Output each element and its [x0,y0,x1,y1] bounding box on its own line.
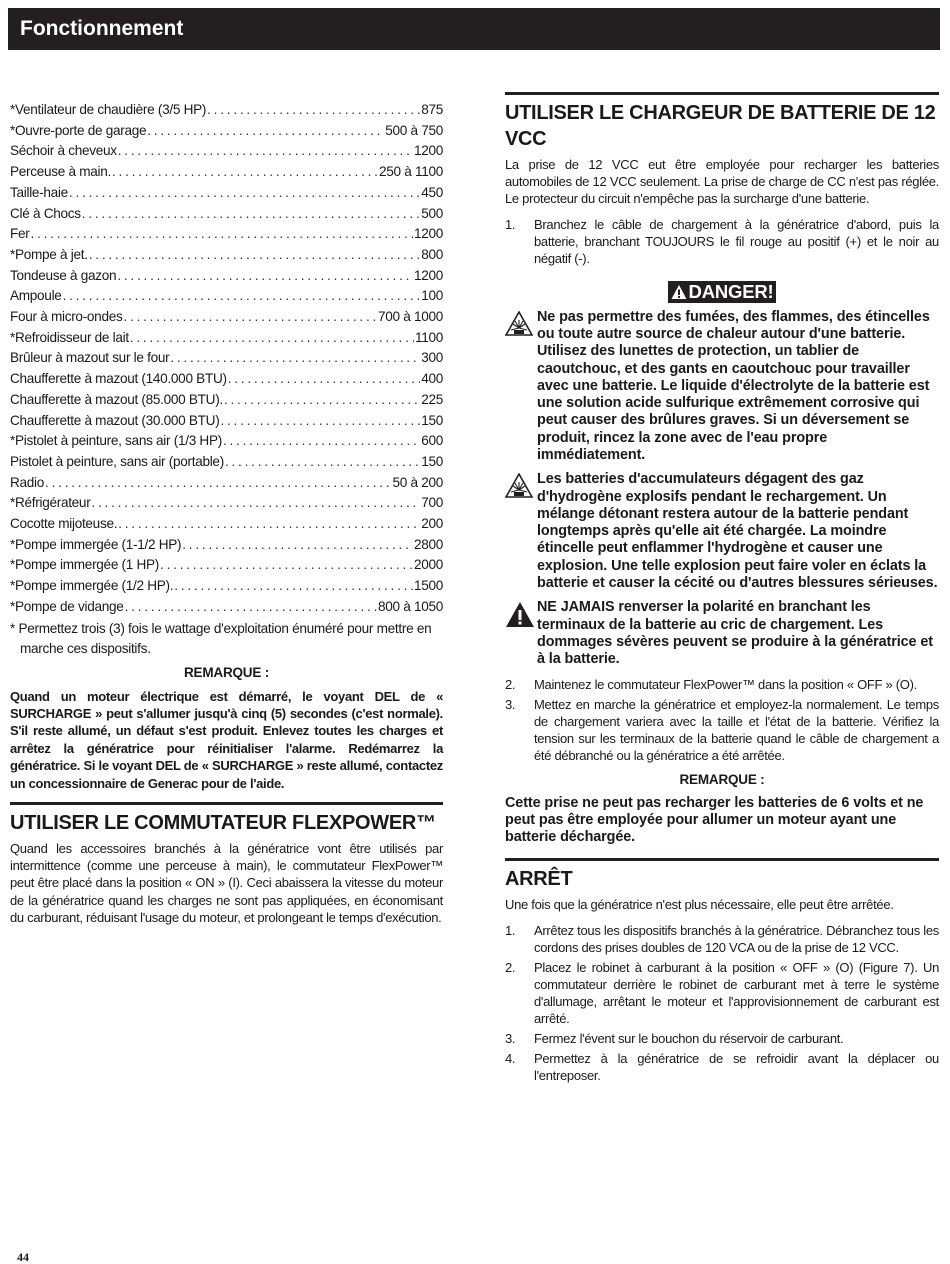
table-row [10,162,443,183]
right-column [505,92,939,1087]
appliance-label: Chaufferette à mazout (85.000 BTU). [10,391,223,407]
dot-leader [117,266,413,287]
wattage-value: 600 [421,433,443,449]
explosion-icon [505,473,533,498]
dot-leader [160,555,413,576]
table-row [10,204,443,225]
wattage-value: 1200 [413,143,443,159]
list-item [505,1030,939,1047]
wattage-value: 2800 [413,536,443,552]
table-row [10,535,443,556]
warning-text: Ne pas permettre des fumées, des flammes, des étincelles ou toute autre source de chaleur autour d'une batterie. Utilisez des lunettes de protection, un tablier de caoutchouc, et des gants en caoutchouc pour travailler avec une batterie. Le liquide d'électrolyte de la batterie est une solution acide sulfurique extrêmement corrosive qui peut causer des brûlures graves. Si un déversement se produit, rincez la zone avec de l'eau propre immédiatement. [537,308,930,463]
appliance-label: Pistolet à peinture, sans air (portable) [10,453,224,469]
table-row [10,183,443,204]
table-row [10,141,443,162]
section-header [8,8,940,50]
shutdown-title: ARRÊT [505,868,573,891]
dot-leader [223,431,420,452]
table-row [10,307,443,328]
step-text: Mettez en marche la génératrice et employez-la normalement. Le temps de chargement variera avec la taille et l'état de la batterie. Vérifiez la tension sur les terminaux de la batterie quand le câble de chargement a été débranché ou la génératrice a été arrêtée. [534,696,939,763]
list-item [505,216,939,267]
wattage-value: 800 à 1050 [377,598,443,614]
wattage-value: 800 [421,246,443,262]
dot-leader [174,576,413,597]
table-row [10,348,443,369]
remark-text: Quand un moteur électrique est démarré, le voyant DEL de « SURCHARGE » peut s'allumer jusqu'à cinq (5) secondes (c'est normale). S'il reste allumé, un défaut s'est produit. Enlevez toutes les charges et arrêtez la génératrice pour réinitialiser l'alarme. Redémarrez la génératrice. Si le voyant DEL de « SURCHARGE » reste allumé, contactez un concessionnaire de Generac pour de l'aide. [10,688,443,791]
appliance-label: Clé à Chocs [10,205,81,221]
dot-leader [207,100,420,121]
dot-leader [182,535,413,556]
danger-label: DANGER! [688,280,774,302]
wattage-value: 200 [421,516,443,532]
charger-steps-continued [505,676,939,764]
list-item [505,922,939,956]
dot-leader [63,286,421,307]
wattage-value: 150 [421,412,443,428]
step-text: Permettez à la génératrice de se refroidir avant la déplacer ou l'entreposer. [534,1050,939,1083]
warning-icon-wrapper [505,599,537,668]
wattage-value: 1500 [413,578,443,594]
warning-list [505,309,939,669]
step-number: 2. [505,959,516,975]
step-text: Maintenez le commutateur FlexPower™ dans la position « OFF » (O). [534,676,917,692]
table-row [10,493,443,514]
appliance-label: *Pistolet à peinture, sans air (1/3 HP) [10,433,222,449]
charger-remark-text: Cette prise ne peut pas recharger les batteries de 6 volts et ne peut pas être employée pour allumer un moteur ayant une batterie déchargée. [505,794,924,846]
danger-banner [505,281,939,303]
dot-leader [31,224,413,245]
danger-warning [505,309,939,465]
list-item [505,959,939,1027]
step-number: 2. [505,676,516,692]
dot-leader [225,452,420,473]
wattage-value: 2000 [413,557,443,573]
step-text: Branchez le câble de chargement à la génératrice d'abord, puis la batterie, branchant TOUJOURS le fil rouge au positif (+) et le noir au négatif (-). [534,216,939,266]
appliance-label: Chaufferette à mazout (30.000 BTU) [10,412,220,428]
wattage-value: 450 [421,184,443,200]
list-item [505,696,939,764]
page-number: 44 [17,1250,29,1264]
dot-leader [91,493,420,514]
appliance-label: Taille-haie [10,184,68,200]
appliance-label: *Réfrigérateur [10,495,91,511]
dot-leader [224,390,420,411]
list-item [505,676,939,693]
charger-steps [505,216,939,267]
table-row [10,411,443,432]
dot-leader [125,597,377,618]
dot-leader [89,245,421,266]
wattage-footnote: * Permettez trois (3) fois le wattage d'exploitation énuméré pour mettre en marche ces dispositifs. [10,620,432,656]
appliance-label: Four à micro-ondes [10,309,123,325]
remark-title: REMARQUE : [184,664,269,680]
appliance-label: Cocotte mijoteuse. [10,516,118,532]
appliance-label: Brûleur à mazout sur le four [10,350,170,366]
step-number: 3. [505,696,516,712]
wattage-value: 250 à 1100 [378,164,443,180]
table-row [10,121,443,142]
table-row [10,597,443,618]
appliance-label: *Pompe immergée (1 HP) [10,557,160,573]
dot-leader [170,348,420,369]
warning-icon [505,601,535,628]
wattage-value: 500 à 750 [385,122,443,138]
charger-title: UTILISER LE CHARGEUR DE BATTERIE DE 12 VCC [505,102,936,150]
shutdown-intro: Une fois que la génératrice n'est plus nécessaire, elle peut être arrêtée. [505,897,894,913]
dot-leader [130,328,414,349]
table-row [10,100,443,121]
table-row [10,390,443,411]
wattage-value: 700 à 1000 [377,309,443,325]
list-item [505,1050,939,1084]
table-row [10,473,443,494]
table-row [10,555,443,576]
appliance-label: Séchoir à cheveux [10,143,117,159]
table-row [10,576,443,597]
step-number: 1. [505,922,516,938]
section-divider [10,802,443,805]
wattage-value: 50 à 200 [392,474,443,490]
warning-text: Les batteries d'accumulateurs dégagent des gaz d'hydrogène explosifs pendant le rechargement. Un mélange détonant restera autour de la batterie pendant longtemps après qu'elle ait été chargée. La moindre étincelle peut enflammer l'hydrogène et causer une explosion. Une telle explosion peut faire voler en éclats la batterie et causer la cécité ou d'autres blessures sérieuses. [537,471,938,592]
appliance-label: Perceuse à main. [10,164,111,180]
wattage-value: 150 [421,453,443,469]
step-number: 1. [505,216,516,232]
appliance-label: *Pompe de vidange [10,598,124,614]
table-row [10,369,443,390]
dot-leader [147,121,384,142]
table-row [10,431,443,452]
wattage-value: 300 [421,350,443,366]
danger-warning [505,471,939,592]
dot-leader [82,204,420,225]
step-text: Placez le robinet à carburant à la position « OFF » (O) (Figure 7). Un commutateur derrière le robinet de carburant met à terre le système d'allumage, arrêtant le moteur et l'approvisionnement de carburant est arrêté. [534,959,939,1026]
dot-leader [220,411,420,432]
wattage-value: 1100 [414,329,443,345]
dot-leader [123,307,376,328]
charger-remark-title: REMARQUE : [679,771,765,787]
section-divider [505,858,939,861]
flexpower-text: Quand les accessoires branchés à la génératrice vont être utilisés par intermittence (comme une perceuse à main), le commutateur FlexPower™ peut être placé dans la position « ON » (I). Ceci abaissera la vitesse du moteur de la génératrice quand les charges ne sont pas appliquées, en économisant du carburant, réduisant l'usage du moteur, et prolongeant le temps d'exécution. [10,841,443,925]
charger-intro: La prise de 12 VCC eut être employée pour recharger les batteries automobiles de 12 VCC seulement. La prise de charge de CC n'est pas réglée. Le protecteur du circuit n'empêche pas la surcharge d'une batterie. [505,157,939,207]
table-row [10,514,443,535]
wattage-value: 100 [421,288,443,304]
wattage-value: 700 [421,495,443,511]
dot-leader [112,162,378,183]
wattage-value: 875 [421,102,443,117]
table-row [10,452,443,473]
table-row [10,245,443,266]
explosion-icon [505,311,533,336]
danger-badge [668,281,777,303]
wattage-value: 400 [421,371,443,387]
section-divider [505,92,939,95]
shutdown-steps [505,922,939,1084]
appliance-label: *Pompe immergée (1/2 HP). [10,578,174,594]
appliance-label: Chaufferette à mazout (140.000 BTU) [10,371,227,387]
appliance-label: *Ventilateur de chaudière (3/5 HP) [10,102,207,117]
appliance-label: Tondeuse à gazon [10,267,117,283]
wattage-table [10,100,443,618]
warning-icon-wrapper [505,309,537,465]
table-row [10,224,443,245]
flexpower-title: UTILISER LE COMMUTATEUR FLEXPOWER™ [10,812,436,835]
danger-warning [505,599,939,668]
step-text: Arrêtez tous les dispositifs branchés à la génératrice. Débranchez tous les cordons des prises doubles de 120 VCA ou de la prise de 12 VCC. [534,922,939,955]
wattage-value: 1200 [413,267,443,283]
dot-leader [228,369,421,390]
wattage-value: 500 [421,205,443,221]
page-title: Fonctionnement [20,17,184,40]
table-row [10,286,443,307]
warning-triangle-icon [671,284,687,300]
appliance-label: *Ouvre-porte de garage [10,122,147,138]
dot-leader [45,473,391,494]
step-number: 4. [505,1050,516,1066]
dot-leader [118,514,420,535]
dot-leader [118,141,413,162]
warning-icon-wrapper [505,471,537,592]
appliance-label: *Refroidisseur de lait [10,329,129,345]
appliance-label: Ampoule [10,288,62,304]
left-column [10,100,443,926]
wattage-value: 225 [421,391,443,407]
step-text: Fermez l'évent sur le bouchon du réservoir de carburant. [534,1030,844,1046]
table-row [10,266,443,287]
step-number: 3. [505,1030,516,1046]
appliance-label: *Pompe immergée (1-1/2 HP) [10,536,182,552]
wattage-value: 1200 [413,226,443,242]
appliance-label: *Pompe à jet. [10,246,88,262]
warning-text: NE JAMAIS renverser la polarité en branchant les terminaux de la batterie au cric de chargement. Les dommages sévères peuvent se produire à la génératrice et à la batterie. [537,599,933,668]
table-row [10,328,443,349]
dot-leader [69,183,420,204]
appliance-label: Radio [10,474,45,490]
appliance-label: Fer [10,226,30,242]
